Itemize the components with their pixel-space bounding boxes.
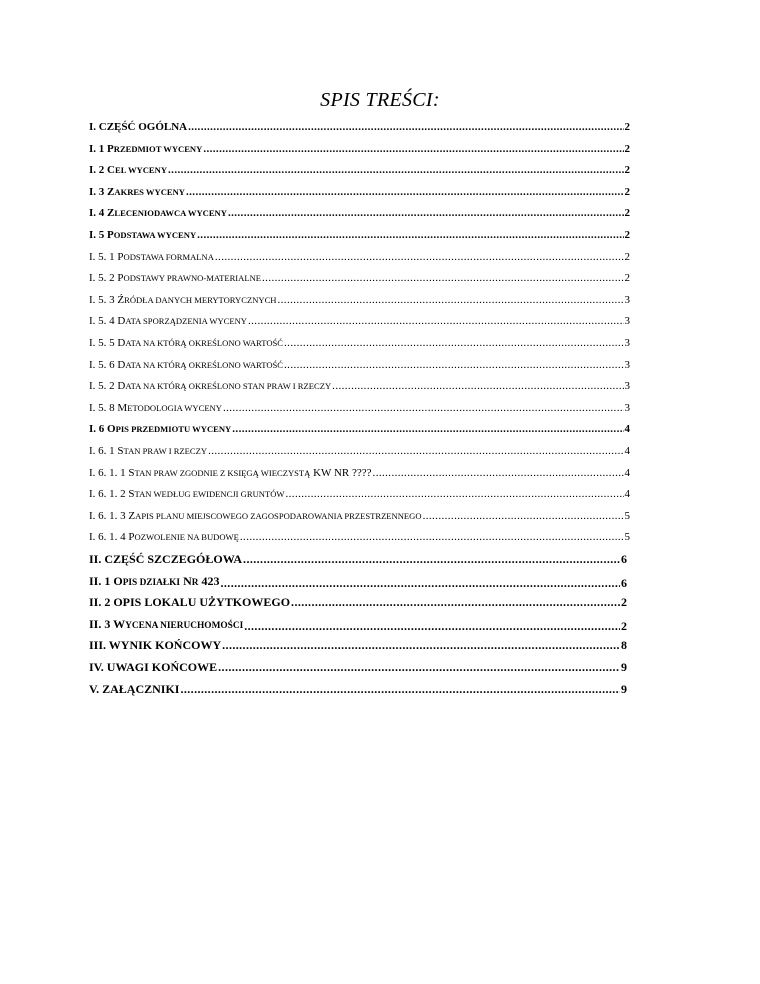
toc-entry-label-part: I. 5. 2 P <box>89 272 124 284</box>
toc-entry <box>89 552 627 566</box>
toc-page-number: 6 <box>621 576 627 590</box>
toc-entry-label-part: 423 <box>198 574 220 588</box>
toc-entry-label-part: I. CZĘŚĆ OGÓLNA <box>89 121 188 133</box>
toc-entry-label <box>89 444 207 458</box>
toc-page-number: 5 <box>624 531 630 543</box>
toc-leader-dots <box>248 314 624 328</box>
toc-leader-dots <box>203 142 623 156</box>
toc-entry-label <box>89 660 217 674</box>
toc-page-number: 2 <box>624 207 630 219</box>
toc-page-number: 2 <box>624 229 630 241</box>
toc-leader-dots <box>373 466 624 480</box>
toc-entry-label-part: ODSTAWA FORMALNA <box>123 252 214 262</box>
toc-entry-label-part: ATA NA KTÓRĄ OKREŚLONO WARTOŚĆ <box>125 360 284 370</box>
toc-leader-dots <box>278 293 624 307</box>
toc-page-number: 4 <box>624 445 630 457</box>
toc-leader-dots <box>188 120 623 134</box>
toc-leader-dots <box>223 401 624 415</box>
toc-entry <box>89 509 630 523</box>
toc-page-number: 2 <box>624 143 630 155</box>
toc-entry-label-part: ODSTAWY PRAWNO-MATERIALNE <box>123 273 262 283</box>
toc-entry <box>89 206 630 220</box>
toc-entry-label <box>89 401 222 415</box>
toc-entry <box>89 120 630 134</box>
toc-entry-label-part: TAN PRAW ZGODNIE Z KSIĘGĄ WIECZYSTĄ <box>134 468 311 478</box>
toc-entry <box>89 617 627 633</box>
toc-page-number: 3 <box>624 294 630 306</box>
toc-entry <box>89 444 630 458</box>
toc-entry-label-part: II. 3 W <box>89 617 126 631</box>
toc-entry-label-part: III. WYNIK KOŃCOWY <box>89 638 222 652</box>
toc-entry-label-part: I. 5. 1 P <box>89 251 124 263</box>
toc-entry-label-part: APIS PLANU MIEJSCOWEGO ZAGOSPODAROWANIA PRZESTRZENNEGO <box>135 511 422 521</box>
toc-entry-label-part: ATA SPORZĄDZENIA WYCENY <box>125 316 247 326</box>
toc-entry-label <box>89 379 331 393</box>
toc-entry-label <box>89 228 196 242</box>
toc-entry <box>89 638 627 652</box>
toc-entry-label-part: OZWOLENIE NA BUDOWĘ <box>134 532 239 542</box>
toc-entry-label-part: I. 5. 8 M <box>89 402 128 414</box>
toc-entry-label-part: I. 2 C <box>89 164 115 176</box>
toc-entry-label-part: I. 3 Z <box>89 186 115 198</box>
toc-entry-label <box>89 682 179 696</box>
toc-entry <box>89 228 630 242</box>
toc-page-number: 3 <box>624 402 630 414</box>
toc-leader-dots <box>222 638 620 652</box>
toc-entry-label <box>89 422 231 436</box>
toc-leader-dots <box>215 250 624 264</box>
toc-page-number: 2 <box>621 619 627 633</box>
toc-entry-label-part: I. 6 O <box>89 423 116 435</box>
toc-entry-label-part: II. CZĘŚĆ SZCZEGÓŁOWA <box>89 552 243 566</box>
toc-entry-label <box>89 617 243 633</box>
toc-entry-label <box>89 509 422 523</box>
toc-leader-dots <box>284 336 623 350</box>
toc-entry-label-part: ATA NA KTÓRĄ OKREŚLONO WARTOŚĆ <box>125 338 284 348</box>
toc-leader-dots <box>262 271 623 285</box>
toc-entry <box>89 185 630 199</box>
toc-entry <box>89 336 630 350</box>
toc-leader-dots <box>232 422 623 436</box>
toc-entry <box>89 250 630 264</box>
toc-page-number: 6 <box>621 552 627 566</box>
toc-entry-label <box>89 638 221 652</box>
toc-leader-dots <box>240 530 624 544</box>
toc-entry-label <box>89 358 283 372</box>
toc-leader-dots <box>221 576 621 590</box>
toc-page-number: 3 <box>624 380 630 392</box>
toc-page-number: 3 <box>624 359 630 371</box>
toc-leader-dots <box>244 619 620 633</box>
toc-entry-label <box>89 120 187 134</box>
toc-entry-label-part: PIS PRZEDMIOTU WYCENY <box>115 424 232 434</box>
toc-entry-label-part: I. 6. 1. 4 P <box>89 531 135 543</box>
toc-entry-label <box>89 530 239 544</box>
toc-entry <box>89 660 627 674</box>
toc-entry-label <box>89 487 285 501</box>
toc-entry-label-part: EL WYCENY <box>114 165 168 175</box>
toc-entry-label-part: KW NR ???? <box>310 467 372 479</box>
toc-page-number: 3 <box>624 337 630 349</box>
toc-entry-label-part: I. 5. 4 D <box>89 315 126 327</box>
toc-entry <box>89 401 630 415</box>
toc-page-number: 9 <box>621 682 627 696</box>
toc-entry <box>89 271 630 285</box>
toc-entry-label <box>89 271 261 285</box>
toc-entry-label-part: RZEDMIOT WYCENY <box>113 144 203 154</box>
toc-entry-label-part: I. 5. 3 Ź <box>89 294 125 306</box>
toc-entry-label <box>89 206 227 220</box>
toc-entry <box>89 163 630 177</box>
toc-entry-label-part: YCENA NIERUCHOMOŚCI <box>125 621 244 631</box>
toc-entry-label <box>89 142 202 156</box>
toc-entry-label-part: N <box>180 574 192 588</box>
toc-entry-label-part: TAN WEDŁUG EWIDENCJI GRUNTÓW <box>134 489 285 499</box>
toc-leader-dots <box>197 228 623 242</box>
toc-page-number: 2 <box>624 121 630 133</box>
toc-leader-dots <box>243 552 620 566</box>
toc-entry-label-part: I. 6. 1. 2 S <box>89 488 135 500</box>
toc-entry-label-part: V. ZAŁĄCZNIKI <box>89 682 180 696</box>
toc-entry <box>89 142 630 156</box>
toc-entry <box>89 595 627 609</box>
toc-entry-label <box>89 314 247 328</box>
toc-leader-dots <box>332 379 623 393</box>
toc-entry-label-part: I. 1 P <box>89 143 114 155</box>
toc-entry-label-part: PIS DZIAŁKI <box>122 578 181 588</box>
toc-leader-dots <box>423 509 624 523</box>
toc-entry-label <box>89 574 220 590</box>
toc-entry-label-part: I. 6. 1 S <box>89 445 124 457</box>
toc-entry-label-part: I. 5. 5 D <box>89 337 126 349</box>
toc-entry <box>89 314 630 328</box>
toc-entry-label <box>89 336 283 350</box>
toc-page-number: 9 <box>621 660 627 674</box>
toc-entry-label-part: I. 5. 2 D <box>89 380 126 392</box>
toc-entry-label-part: II. 1 O <box>89 574 123 588</box>
toc-entry-label-part: I. 5. 6 D <box>89 359 126 371</box>
toc-page-number: 5 <box>624 510 630 522</box>
toc-entry-label <box>89 595 290 609</box>
toc-entry-label-part: II. 2 OPIS LOKALU UŻYTKOWEGO <box>89 595 291 609</box>
toc-leader-dots <box>284 358 623 372</box>
toc-leader-dots <box>180 682 620 696</box>
toc-entry <box>89 379 630 393</box>
page-title: SPIS TREŚCI: <box>320 89 440 111</box>
toc-page-number: 4 <box>624 423 630 435</box>
toc-leader-dots <box>291 595 620 609</box>
toc-leader-dots <box>168 163 623 177</box>
toc-entry-label-part: LECENIODAWCA WYCENY <box>114 208 227 218</box>
toc-entry <box>89 574 627 590</box>
toc-page-number: 4 <box>624 488 630 500</box>
toc-entry-label-part: ATA NA KTÓRĄ OKREŚLONO STAN PRAW I RZECZY <box>125 381 332 391</box>
toc-entry-label-part: R <box>191 578 199 588</box>
toc-entry <box>89 487 630 501</box>
toc-entry-label-part: ODSTAWA WYCENY <box>113 230 197 240</box>
toc-entry-label <box>89 293 277 307</box>
toc-entry-label <box>89 250 214 264</box>
toc-entry-label-part: TAN PRAW I RZECZY <box>123 446 208 456</box>
toc-entry-label-part: I. 6. 1. 3 Z <box>89 510 136 522</box>
toc-entry <box>89 682 627 696</box>
toc-page-number: 8 <box>621 638 627 652</box>
toc-page-number: 2 <box>624 164 630 176</box>
toc-entry <box>89 466 630 480</box>
toc-entry-label-part: ETODOLOGIA WYCENY <box>127 403 222 413</box>
toc-entry-label-part: RÓDŁA DANYCH MERYTORYCZNYCH <box>124 295 277 305</box>
toc-entry-label-part: I. 5 P <box>89 229 114 241</box>
toc-page-number: 3 <box>624 315 630 327</box>
toc-entry-label-part: IV. UWAGI KOŃCOWE <box>89 660 218 674</box>
toc-leader-dots <box>208 444 623 458</box>
toc-entry <box>89 293 630 307</box>
toc-page-number: 2 <box>624 251 630 263</box>
toc-entry-label <box>89 185 185 199</box>
toc-page-number: 2 <box>624 186 630 198</box>
toc-page-number: 2 <box>624 272 630 284</box>
toc-entry <box>89 358 630 372</box>
toc-entry-label-part: I. 6. 1. 1 S <box>89 467 135 479</box>
toc-entry-label <box>89 466 372 480</box>
toc-entry <box>89 530 630 544</box>
toc-entry-label <box>89 163 167 177</box>
toc-leader-dots <box>186 185 624 199</box>
toc-entry-label-part: AKRES WYCENY <box>114 187 185 197</box>
toc-page-number: 2 <box>621 595 627 609</box>
toc-entry <box>89 422 630 436</box>
toc-entry-label <box>89 552 242 566</box>
toc-entry-label-part: I. 4 Z <box>89 207 115 219</box>
toc-page-number: 4 <box>624 467 630 479</box>
toc-leader-dots <box>286 487 624 501</box>
toc-leader-dots <box>228 206 624 220</box>
toc-leader-dots <box>218 660 620 674</box>
